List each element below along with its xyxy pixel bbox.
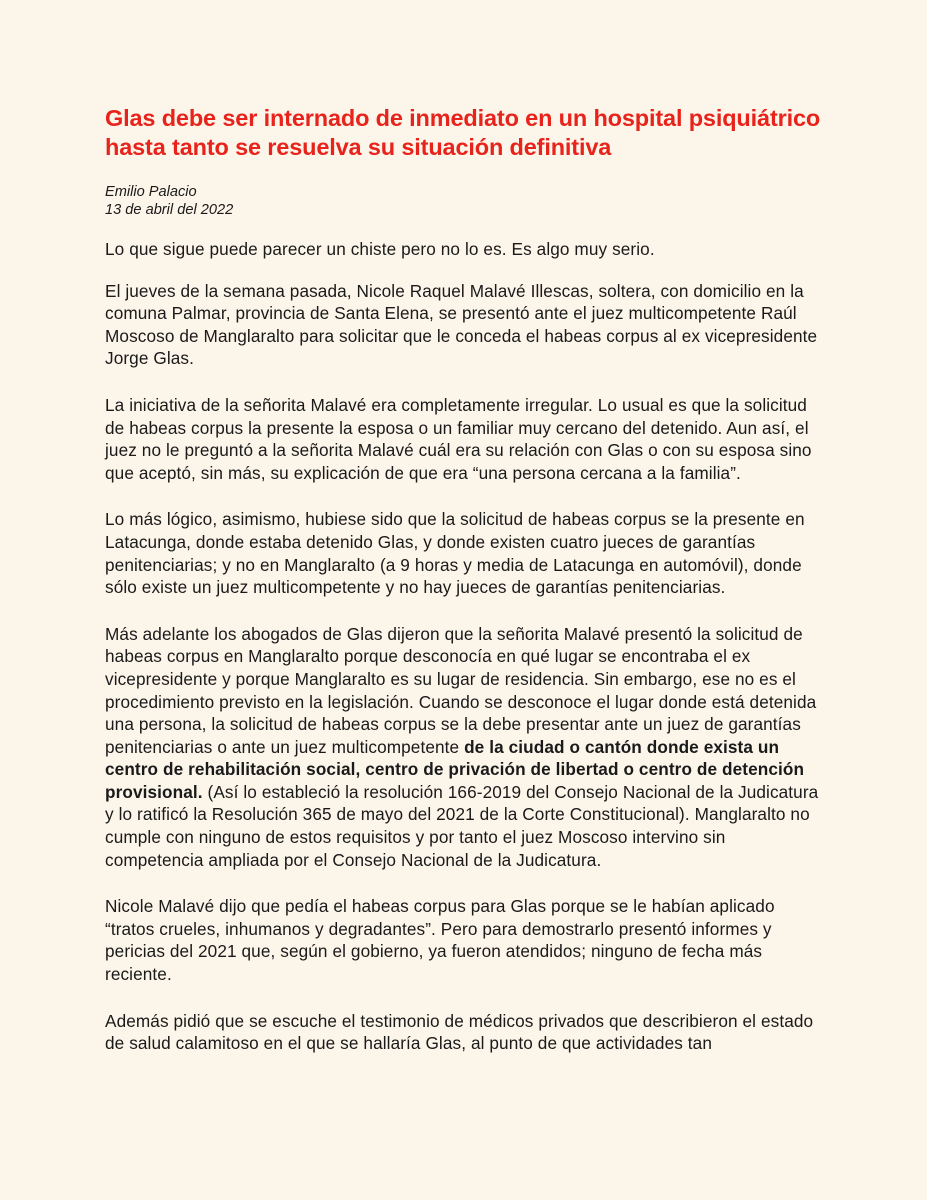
author: Emilio Palacio — [105, 184, 197, 200]
article-body — [105, 238, 827, 1055]
article — [105, 104, 827, 1079]
paragraph-3: La iniciativa de la señorita Malavé era completamente irregular. Lo usual es que la solicitud de habeas corpus la presente la esposa o un familiar muy cercano del detenido. Aun así, el juez no le preguntó a la señorita Malavé cuál era su relación con Glas o con su esposa sino que aceptó, sin más, su explicación de que era “una persona cercana a la familia”. — [105, 394, 812, 483]
publish-date: 13 de abril del 2022 — [105, 202, 234, 218]
paragraph-5-text-a: Más adelante los abogados de Glas dijeron que la señorita Malavé presentó la solicitud de habeas corpus en Manglaralto porque desconocía en qué lugar se encontraba el ex vicepresidente y porque Manglaralto es su lugar de residencia. Sin embargo, ese no es el procedimiento previsto en la legislación. Cuando se desconoce el lugar donde está detenida una persona, la solicitud de habeas corpus se la debe presentar ante un juez de garantías penitenciarias o ante un juez multicompetente — [105, 623, 817, 757]
byline — [105, 183, 827, 219]
paragraph-6 — [105, 895, 827, 985]
paragraph-1: Lo que sigue puede parecer un chiste pero no lo es. Es algo muy serio. — [105, 239, 655, 259]
paragraph-5-bold: de la ciudad o cantón donde exista un centro de rehabilitación social, centro de privación de libertad o centro de detención provisional. — [105, 736, 805, 802]
paragraph-2: El jueves de la semana pasada, Nicole Raquel Malavé Illescas, soltera, con domicilio en la comuna Palmar, provincia de Santa Elena, se presentó ante el juez multicompetente Raúl Moscoso de Manglaralto para solicitar que le conceda el habeas corpus al ex vicepresidente Jorge Glas. — [105, 280, 818, 369]
paragraph-5 — [105, 623, 827, 872]
paragraph-6-text: Nicole Malavé dijo que pedía el habeas corpus para Glas porque se le habían aplicado “tratos crueles, inhumanos y degradantes”. Pero para demostrarlo presentó informes y pericias del 2021 que, según el gobierno, ya fueron atendidos; ninguno de fecha más reciente. — [105, 896, 775, 985]
paragraph-5-text-b: (Así lo estableció la resolución 166-2019 del Consejo Nacional de la Judicatura y lo ratificó la Resolución 365 de mayo del 2021 de la Corte Constitucional). Manglaralto no cumple con ninguno de estos requisitos y por tanto el juez Moscoso intervino sin competencia ampliada por el Consejo Nacional de la Judicatura. — [105, 781, 819, 870]
article-title: Glas debe ser internado de inmediato en un hospital psiquiátrico hasta tanto se resuelva su situación definitiva — [105, 105, 821, 160]
paragraph-4: Lo más lógico, asimismo, hubiese sido que la solicitud de habeas corpus se la presente en Latacunga, donde estaba detenido Glas, y donde existen cuatro jueces de garantías penitenciarias; y no en Manglaralto (a 9 horas y media de Latacunga en automóvil), donde sólo existe un juez multicompetente y no hay jueces de garantías penitenciarias. — [105, 509, 805, 598]
paragraph-7: Además pidió que se escuche el testimonio de médicos privados que describieron el estado de salud calamitoso en el que se hallaría Glas, al punto de que actividades tan — [105, 1010, 814, 1054]
